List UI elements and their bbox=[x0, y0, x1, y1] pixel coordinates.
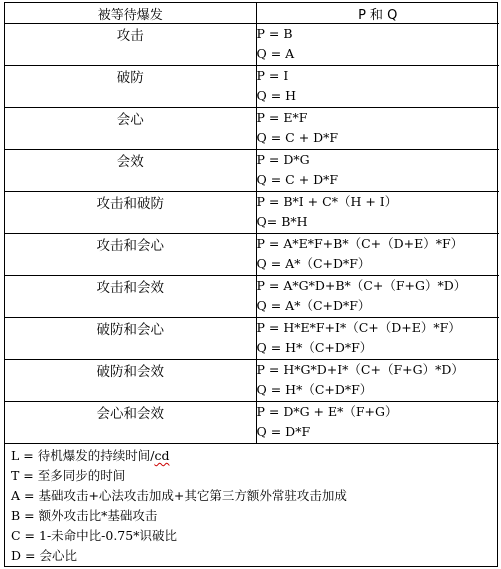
formula-rows bbox=[5, 24, 499, 444]
burst-formula-table bbox=[5, 3, 499, 444]
burst-type-cell: 破防和会心 bbox=[5, 318, 256, 360]
p-formula: P = A*G*D+B*（C+（F+G）*D） bbox=[256, 278, 467, 293]
p-formula: P = E*F bbox=[256, 110, 308, 125]
table-header-row bbox=[5, 3, 499, 24]
p-formula: P = B bbox=[256, 26, 293, 41]
table-row bbox=[5, 234, 499, 276]
q-formula: Q = C + D*F bbox=[256, 172, 339, 187]
formula-cell bbox=[256, 24, 499, 66]
formula-cell bbox=[256, 276, 499, 318]
formula-cell bbox=[256, 150, 499, 192]
formula-cell bbox=[256, 108, 499, 150]
table-row bbox=[5, 150, 499, 192]
table-row bbox=[5, 24, 499, 66]
q-formula: Q = H*（C+D*F） bbox=[256, 340, 373, 355]
burst-type-cell: 破防 bbox=[5, 66, 256, 108]
p-formula: P = D*G + E*（F+G） bbox=[256, 404, 398, 419]
legend-D: D = 会心比 bbox=[11, 548, 77, 563]
burst-type-cell: 攻击和破防 bbox=[5, 192, 256, 234]
p-formula: P = B*I + C*（H + I） bbox=[256, 194, 398, 209]
header-burst-type: 被等待爆发 bbox=[5, 3, 256, 24]
q-formula: Q = A*（C+D*F） bbox=[256, 298, 371, 313]
header-p-and-q: P 和 Q bbox=[256, 3, 499, 24]
formula-cell bbox=[256, 360, 499, 402]
formula-cell bbox=[256, 402, 499, 444]
formula-cell bbox=[256, 318, 499, 360]
q-formula: Q = H*（C+D*F） bbox=[256, 382, 373, 397]
burst-type-cell: 会效 bbox=[5, 150, 256, 192]
table-row bbox=[5, 276, 499, 318]
p-formula: P = H*E*F+I*（C+（D+E）*F） bbox=[256, 320, 461, 335]
burst-type-cell: 攻击 bbox=[5, 24, 256, 66]
variable-legend bbox=[5, 444, 497, 566]
formula-cell bbox=[256, 66, 499, 108]
legend-L-text: L = 待机爆发的持续时间/ bbox=[11, 448, 155, 463]
legend-L bbox=[11, 446, 497, 466]
table-row bbox=[5, 360, 499, 402]
q-formula: Q = H bbox=[256, 88, 297, 103]
table-row bbox=[5, 192, 499, 234]
table-row bbox=[5, 402, 499, 444]
table-row bbox=[5, 318, 499, 360]
p-formula: P = A*E*F+B*（C+（D+E）*F） bbox=[256, 236, 464, 251]
table-row bbox=[5, 108, 499, 150]
burst-type-cell: 会心和会效 bbox=[5, 402, 256, 444]
formula-cell bbox=[256, 234, 499, 276]
legend-C: C = 1-未命中比-0.75*识破比 bbox=[11, 528, 177, 543]
formula-document bbox=[4, 2, 498, 567]
formula-cell bbox=[256, 192, 499, 234]
legend-A: A = 基础攻击+心法攻击加成+其它第三方额外常驻攻击加成 bbox=[11, 488, 347, 503]
legend-T: T = 至多同步的时间 bbox=[11, 468, 126, 483]
q-formula: Q = C + D*F bbox=[256, 130, 339, 145]
q-formula: Q= B*H bbox=[256, 214, 308, 229]
q-formula: Q = A bbox=[256, 46, 295, 61]
q-formula: Q = D*F bbox=[256, 424, 311, 439]
burst-type-cell: 攻击和会心 bbox=[5, 234, 256, 276]
q-formula: Q = A*（C+D*F） bbox=[256, 256, 371, 271]
burst-type-cell: 破防和会效 bbox=[5, 360, 256, 402]
legend-B: B = 额外攻击比*基础攻击 bbox=[11, 508, 158, 523]
p-formula: P = D*G bbox=[256, 152, 310, 167]
burst-type-cell: 攻击和会效 bbox=[5, 276, 256, 318]
table-row bbox=[5, 66, 499, 108]
p-formula: P = H*G*D+I*（C+（F+G）*D） bbox=[256, 362, 464, 377]
p-formula: P = I bbox=[256, 68, 289, 83]
spellcheck-underlined-word: cd bbox=[154, 448, 170, 463]
burst-type-cell: 会心 bbox=[5, 108, 256, 150]
